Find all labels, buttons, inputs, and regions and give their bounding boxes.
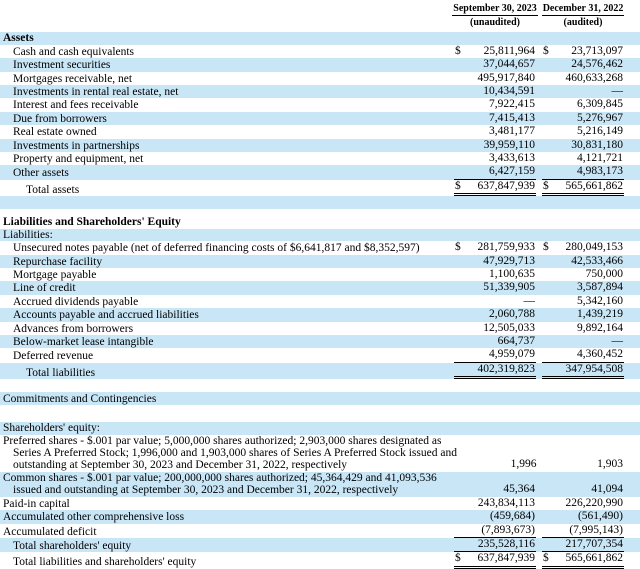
amount-value: 51,339,905 [483,281,535,294]
row-label: Total shareholders' equity [13,539,132,552]
amount-cell [542,72,624,85]
amount-cell [542,322,624,335]
table-row [0,422,640,435]
row-label: Paid-in capital [3,497,70,510]
amount-value: 47,929,713 [483,254,535,267]
table-row [0,32,640,45]
table-row [0,241,640,254]
row-label: Total assets [26,183,80,196]
row-label: Accrued dividends payable [13,295,139,308]
amount-value: 637,847,939 [477,179,535,192]
amount-cell [542,524,624,538]
amount-value: (459,684) [489,510,535,523]
amount-cell [542,112,624,125]
amount-cell [542,335,624,348]
table-row [0,255,640,268]
amount-cell [542,45,624,58]
spacer-row [0,196,640,209]
row-label: Liabilities and Shareholders' Equity [3,216,181,229]
row-label: Property and equipment, net [13,152,144,165]
dollar-sign: $ [455,44,461,57]
amount-value: 5,342,160 [577,294,623,307]
column-subtitle: (unaudited) [469,17,520,28]
table-row [0,552,640,568]
table-row [0,85,640,98]
table-row [0,510,640,523]
amount-value: 1,439,219 [577,308,623,321]
amount-value: 1,996 [510,458,537,471]
row-label: Below-market lease intangible [13,336,154,349]
amount-cell [454,45,536,58]
column-header-december-2022 [542,3,624,28]
amount-cell [542,98,624,111]
table-row [0,348,640,362]
dollar-sign: $ [543,179,549,192]
amount-value: 3,433,613 [489,151,535,164]
amount-cell [454,510,536,523]
amount-cell [454,72,536,85]
amount-value: 37,044,657 [483,58,535,71]
amount-cell [454,180,536,196]
table-row [0,538,640,552]
amount-cell [454,241,536,254]
amount-value: 2,060,788 [489,308,535,321]
amount-value: 217,707,354 [565,537,623,550]
amount-cell [542,552,624,568]
amount-cell [454,98,536,111]
amount-cell [542,268,624,281]
amount-value: 347,954,508 [565,362,623,375]
table-row [0,72,640,85]
row-label: Commitments and Contingencies [3,392,157,405]
row-label-line: issued and outstanding at September 30, 2023 and December 31, 2022, respectively [13,484,399,497]
amount-value: 495,917,840 [477,71,535,84]
amount-cell [454,322,536,335]
table-row [0,392,640,405]
row-label: Investments in partnerships [13,139,140,152]
table-row [0,180,640,196]
amount-cell [542,281,624,294]
amount-cell [454,85,536,98]
row-label: Real estate owned [13,126,97,139]
table-row [0,335,640,348]
amount-cell [454,524,536,538]
amount-value: 3,587,894 [577,281,623,294]
amount-cell [542,152,624,165]
amount-cell [543,458,624,471]
amount-cell [454,308,536,321]
amount-cell [542,295,624,308]
amount-cell [542,241,624,254]
amount-cell [454,363,536,379]
row-label: Mortgage payable [13,269,97,282]
column-title: September 30, 2023 [453,3,537,14]
row-label: Assets [3,32,34,45]
row-label-line: Series A Preferred Stock; 1,996,000 and 1,903,000 shares of Series A Preferred Stock issued and [13,447,457,460]
amount-value: 10,434,591 [483,84,535,97]
amount-value: 6,427,159 [489,165,535,178]
amount-value: 226,220,990 [565,496,623,509]
amount-value: 460,633,268 [565,71,623,84]
amount-cell [454,552,536,568]
amount-cell [454,295,536,308]
table-row [0,295,640,308]
amount-value: 281,759,933 [477,241,535,254]
amount-value: 42,533,466 [571,254,623,267]
row-label: Due from borrowers [13,112,107,125]
balance-sheet-rows [0,32,640,569]
spacer-row [0,209,640,216]
amount-value: 41,094 [591,483,623,496]
amount-cell [542,510,624,523]
row-label: Total liabilities and shareholders' equity [13,556,197,569]
dollar-sign: $ [455,241,461,254]
amount-value: 4,959,079 [489,348,535,361]
row-label: Line of credit [13,282,76,295]
row-label: Investment securities [13,59,111,72]
amount-cell [542,125,624,138]
row-label-line: Common shares - $.001 par value; 200,000,000 shares authorized; 45,364,429 and 41,093,536 [3,471,437,484]
table-row [0,308,640,321]
amount-value: 25,811,964 [483,44,535,57]
amount-value: 30,831,180 [571,138,623,151]
table-row [0,524,640,538]
amount-cell [542,58,624,71]
amount-cell [542,85,624,98]
amount-value: (561,490) [577,510,623,523]
table-row [0,125,640,138]
amount-cell [454,228,536,229]
column-title: December 31, 2022 [542,3,624,14]
row-label: Unsecured notes payable (net of deferred financing costs of $6,641,817 and $8,352,597) [13,242,420,255]
amount-value: 243,834,113 [477,496,535,509]
table-row [0,322,640,335]
amount-cell [454,152,536,165]
row-label: Investments in rental real estate, net [13,85,179,98]
amount-value: 5,276,967 [577,111,623,124]
amount-value: 3,481,177 [489,125,535,138]
amount-cell [454,404,536,405]
table-row [0,58,640,71]
row-label: Deferred revenue [13,350,94,363]
table-row [0,268,640,281]
row-label: Mortgages receivable, net [13,72,133,85]
spacer-row [0,379,640,392]
dollar-sign: $ [455,552,461,565]
row-label: Shareholders' equity: [3,422,100,435]
amount-cell [542,483,624,496]
amount-cell [454,125,536,138]
amount-cell [454,538,536,552]
amount-value: 39,959,110 [483,138,535,151]
dollar-sign: $ [455,179,461,192]
amount-cell [542,363,624,379]
amount-value: 23,713,097 [571,44,623,57]
amount-cell [454,335,536,348]
table-row [0,497,640,510]
table-row [0,45,640,58]
amount-value: 5,216,149 [577,125,623,138]
table-row [0,229,640,242]
amount-value: 4,121,721 [577,151,623,164]
amount-cell [454,483,536,496]
amount-value: 280,049,153 [565,241,623,254]
amount-cell [454,165,536,179]
row-label: Advances from borrowers [13,322,134,335]
amount-cell [454,255,536,268]
amount-value: 565,661,862 [565,552,623,565]
column-headers [0,3,640,28]
row-label: Cash and cash equivalents [13,45,135,58]
amount-value: 24,576,462 [571,58,623,71]
row-label: Other assets [13,167,69,180]
amount-value: — [611,335,623,348]
table-row [0,98,640,111]
amount-cell [457,458,538,471]
amount-value: 1,100,635 [489,268,535,281]
amount-value: 565,661,862 [565,179,623,192]
dollar-sign: $ [543,552,549,565]
amount-value: 9,892,164 [577,321,623,334]
dollar-sign: $ [543,44,549,57]
amount-value: 7,922,415 [489,98,535,111]
row-label [0,435,457,472]
amount-cell [542,538,624,552]
table-row [0,139,640,152]
amount-value: 402,319,823 [477,362,535,375]
amount-value: 235,528,116 [477,537,535,550]
table-row [0,152,640,165]
row-label: Accumulated deficit [3,525,97,538]
spacer-row [0,405,640,422]
amount-cell [454,112,536,125]
amount-cell [542,434,624,435]
amount-cell [454,281,536,294]
dollar-sign: $ [543,241,549,254]
amount-value: 664,737 [497,335,535,348]
row-label: Accounts payable and accrued liabilities [13,309,199,322]
amount-value: 45,364 [503,483,535,496]
row-label-line: Preferred shares - $.001 par value; 5,000,000 shares authorized; 2,903,000 shares designated as [3,434,442,447]
row-label: Total liabilities [26,366,96,379]
amount-cell [542,228,624,229]
amount-value: 6,309,845 [577,98,623,111]
amount-cell [542,308,624,321]
amount-cell [542,497,624,510]
table-row [0,165,640,179]
amount-cell [454,348,536,362]
amount-value: — [611,84,623,97]
amount-cell [454,497,536,510]
amount-cell [542,165,624,179]
row-label: Repurchase facility [13,255,103,268]
amount-value: — [523,294,535,307]
amount-cell [542,255,624,268]
amount-cell [542,139,624,152]
amount-cell [454,58,536,71]
row-label: Interest and fees receivable [13,99,139,112]
table-row [0,472,640,497]
amount-value: (7,995,143) [569,523,623,536]
column-subtitle: (audited) [563,17,603,28]
table-row [0,281,640,294]
table-row [0,435,640,472]
row-label-line: outstanding at September 30, 2023 and December 31, 2022, respectively [13,459,348,472]
amount-cell [542,404,624,405]
amount-value: (7,893,673) [481,523,535,536]
row-label [0,472,454,497]
row-label: Liabilities: [3,228,53,241]
row-label: Accumulated other comprehensive loss [3,511,185,524]
table-row [0,216,640,229]
amount-value: 4,360,452 [577,348,623,361]
amount-value: 12,505,033 [483,321,535,334]
amount-cell [542,180,624,196]
amount-cell [454,434,536,435]
amount-cell [454,268,536,281]
amount-value: 637,847,939 [477,552,535,565]
amount-cell [454,139,536,152]
amount-value: 7,415,413 [489,111,535,124]
amount-value: 1,903 [597,458,623,471]
column-header-september-2023 [454,3,536,28]
amount-cell [542,348,624,362]
amount-value: 4,983,173 [577,165,623,178]
table-row [0,363,640,379]
amount-value: 750,000 [585,268,623,281]
table-row [0,112,640,125]
